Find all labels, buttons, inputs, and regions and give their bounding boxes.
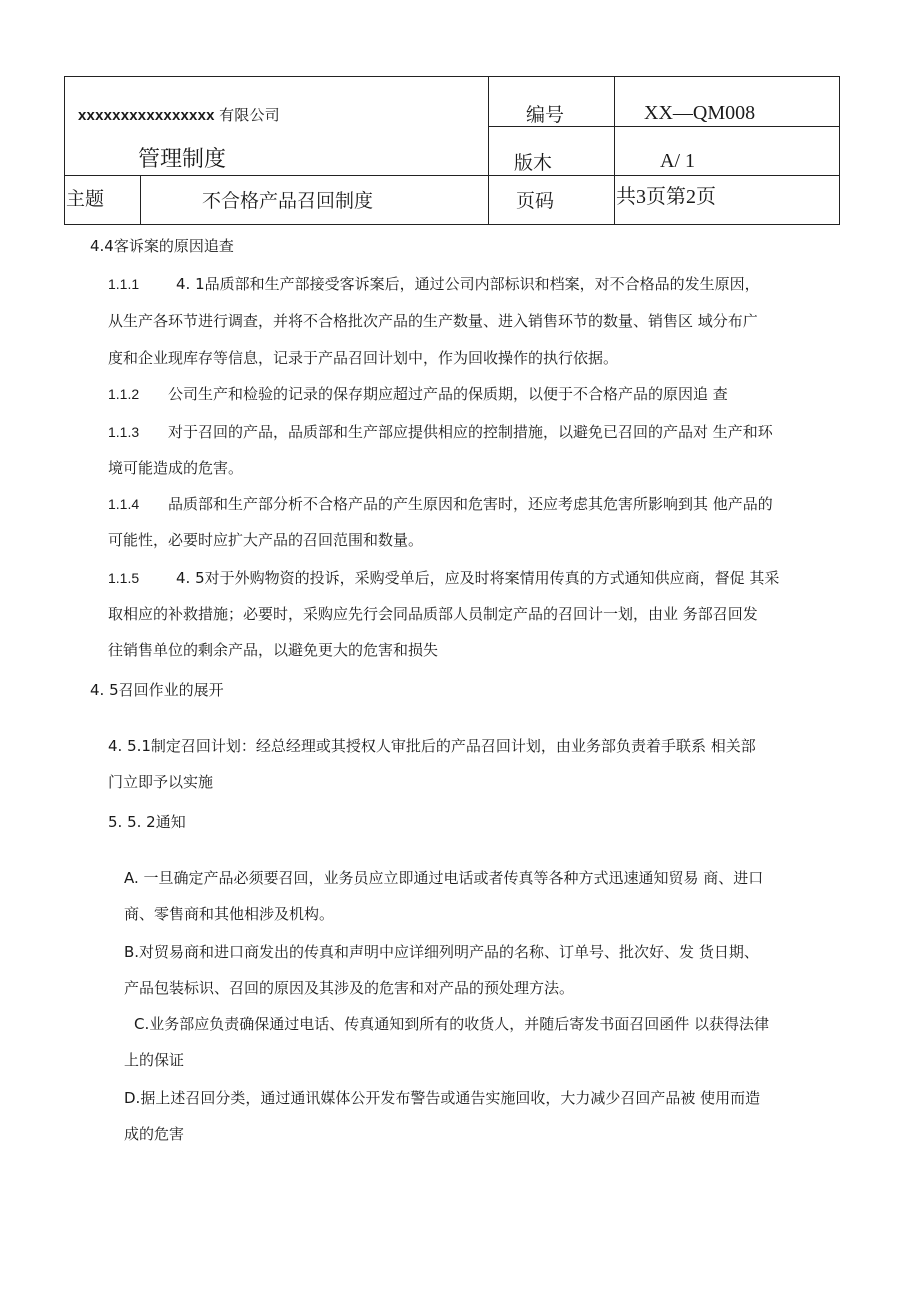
item-a-line-1: A. 一旦确定产品必须要召回，业务员应立即通过电话或者传真等各种方式迅速通知贸易 商、进口 <box>124 869 764 887</box>
clause-5-2-title: 5. 5. 2通知 <box>108 813 186 831</box>
table-row-divider <box>64 175 840 176</box>
clause-5-1-line-2: 门立即予以实施 <box>108 773 214 791</box>
item-c-line-1: C.业务部应负责确保通过电话、传真通知到所有的收货人，并随后寄发书面召回函件 以获得法律 <box>134 1015 770 1033</box>
section-4-4-title: 4.4客诉案的原因追查 <box>90 237 234 255</box>
table-border-right <box>839 76 840 225</box>
table-col-divider-value <box>614 76 615 225</box>
clause-1-1-5-line-2: 取相应的补救措施；必要时，采购应先行会同品质部人员制定产品的召回计一划，由业 务部召回发 <box>108 605 758 623</box>
clause-1-1-5-line-1: 4. 5对于外购物资的投诉，采购受单后，应及时将案情用传真的方式通知供应商，督促 其采 <box>176 569 780 587</box>
clause-1-1-5-line-3: 往销售单位的剩余产品，以避免更大的危害和损失 <box>108 641 439 659</box>
subject-value: 不合格产品召回制度 <box>202 190 374 212</box>
item-b-line-2: 产品包装标识、召回的原因及其涉及的危害和对产品的预处理方法。 <box>124 979 575 997</box>
document-type: 管理制度 <box>138 147 227 172</box>
clause-1-1-4-line-1: 品质部和生产部分析不合格产品的产生原因和危害时，还应考虑其危害所影响到其 他产品的 <box>168 495 773 513</box>
table-border-left <box>64 76 65 225</box>
clause-1-1-4-number: 1.1.4 <box>108 496 140 512</box>
table-border-top <box>64 76 840 77</box>
version-label: 版木 <box>514 152 553 174</box>
clause-1-1-2-line-1: 公司生产和检验的记录的保存期应超过产品的保质期，以便于不合格产品的原因追 查 <box>168 385 728 403</box>
clause-1-1-1-line-3: 度和企业现库存等信息，记录于产品召回计划中，作为回收操作的执行依据。 <box>108 349 619 367</box>
clause-1-1-2-number: 1.1.2 <box>108 386 140 402</box>
clause-1-1-3-number: 1.1.3 <box>108 424 140 440</box>
clause-5-1-line-1: 4. 5.1制定召回计划：经总经理或其授权人审批后的产品召回计划，由业务部负责着手联系 相关部 <box>108 737 756 755</box>
section-4-5-title: 4. 5召回作业的展开 <box>90 681 224 699</box>
clause-1-1-1-number: 1.1.1 <box>108 276 140 292</box>
code-label: 编号 <box>526 104 565 126</box>
company-name-suffix: 有限公司 <box>219 106 280 124</box>
company-name <box>78 104 280 125</box>
item-a-line-2: 商、零售商和其他相涉及机构。 <box>124 905 335 923</box>
clause-1-1-3-line-1: 对于召回的产品，品质部和生产部应提供相应的控制措施，以避免已召回的产品对 生产和环 <box>168 423 773 441</box>
clause-1-1-3-line-2: 境可能造成的危害。 <box>108 459 244 477</box>
clause-1-1-4-line-2: 可能性，必要时应扩大产品的召回范围和数量。 <box>108 531 424 549</box>
item-d-line-1: D.据上述召回分类，通过通讯媒体公开发布警告或通告实施回收，大力减少召回产品被 使用而造 <box>124 1089 761 1107</box>
item-b-line-1: B.对贸易商和进口商发出的传真和声明中应详细列明产品的名称、订单号、批次好、发 货日期、 <box>124 943 759 961</box>
item-c-line-2: 上的保证 <box>124 1051 185 1069</box>
company-name-placeholder: xxxxxxxxxxxxxxxx <box>78 107 215 124</box>
clause-1-1-1-line-2: 从生产各环节进行调查，并将不合格批次产品的生产数量、进入销售环节的数量、销售区 域分布广 <box>108 312 758 330</box>
page-label: 页码 <box>516 190 555 212</box>
item-d-line-2: 成的危害 <box>124 1125 185 1143</box>
table-col-divider-main <box>488 76 489 225</box>
subject-label: 主题 <box>66 188 105 210</box>
code-value: XX—QM008 <box>644 102 756 124</box>
table-col-divider-subject <box>140 175 141 225</box>
clause-1-1-1-line-1: 4. 1品质部和生产部接受客诉案后，通过公司内部标识和档案，对不合格品的发生原因， <box>176 275 760 293</box>
version-value: A/ 1 <box>660 150 695 172</box>
table-border-bottom <box>64 224 840 225</box>
page-value: 共3页第2页 <box>616 186 716 208</box>
header-table <box>64 76 840 225</box>
clause-1-1-5-number: 1.1.5 <box>108 570 140 586</box>
